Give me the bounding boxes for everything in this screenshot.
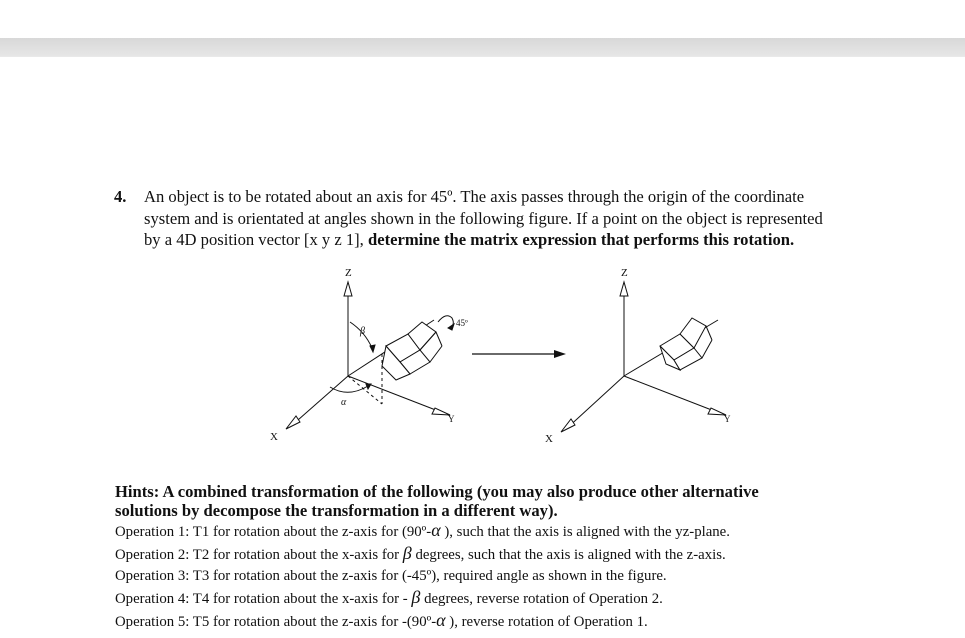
operation-5-greek: α: [436, 610, 446, 630]
left-x-arrow: [286, 416, 300, 429]
operation-4: [115, 587, 935, 610]
question-line-3-bold: determine the matrix expression that performs this rotation.: [367, 230, 795, 249]
operation-1-prefix: Operation 1: T1 for rotation about the z-axis for (90º-: [115, 524, 432, 540]
right-x-arrow: [561, 419, 575, 432]
left-y-axis: [348, 376, 446, 414]
hints-block: [115, 482, 935, 633]
left-y-label: Y: [448, 414, 455, 424]
alpha-label: α: [341, 397, 347, 408]
top-toolbar-strip: [0, 38, 965, 56]
left-z-label: Z: [345, 267, 352, 279]
right-object: [660, 318, 712, 370]
question-line-3: [144, 229, 794, 251]
question-line-1: An object is to be rotated about an axis for 45º. The axis passes through the origin of the coordinate: [144, 187, 805, 206]
right-x-label: X: [545, 433, 553, 445]
operation-4-greek: β: [411, 587, 421, 607]
rotation-45-arrow: [448, 324, 454, 330]
rotation-figure: [260, 262, 760, 452]
operation-1: [115, 520, 935, 543]
left-object: [382, 322, 442, 380]
beta-label: β: [360, 326, 365, 337]
projection-line-2: [348, 376, 382, 404]
operation-5-prefix: Operation 5: T5 for rotation about the z-axis for -(90º-: [115, 614, 437, 630]
right-y-axis: [624, 376, 722, 414]
operation-3-prefix: Operation 3: T3 for rotation about the z-axis for (-45º), required angle as shown in the figure.: [115, 568, 667, 584]
right-z-arrow: [620, 282, 628, 296]
question-line-2: system and is orientated at angles shown in the following figure. If a point on the object is represented: [144, 208, 823, 228]
left-x-label: X: [270, 431, 278, 443]
right-y-label: Y: [724, 414, 731, 424]
operation-4-suffix: degrees, reverse rotation of Operation 2.: [420, 591, 663, 607]
right-coordinate-system: [561, 282, 726, 432]
operation-1-suffix: ), such that the axis is aligned with the yz-plane.: [440, 524, 730, 540]
right-x-axis: [565, 376, 624, 430]
operation-2-greek: β: [402, 543, 412, 563]
operation-3: [115, 566, 935, 587]
question-line-3-text: by a 4D position vector [x y z 1],: [144, 230, 368, 249]
operation-2: [115, 543, 935, 566]
operation-1-greek: α: [431, 520, 441, 540]
left-z-arrow: [344, 282, 352, 296]
rotation-label: 45º: [456, 318, 468, 328]
transform-arrow: [472, 350, 566, 358]
operation-5-suffix: ), reverse rotation of Operation 1.: [445, 614, 648, 630]
right-z-label: Z: [621, 267, 628, 279]
beta-arc-arrow: [370, 345, 375, 352]
hints-title-line-2: solutions by decompose the transformation in a different way).: [115, 501, 558, 520]
question-number: 4.: [114, 187, 127, 206]
left-coordinate-system: [286, 282, 454, 429]
operation-4-prefix: Operation 4: T4 for rotation about the x-axis for -: [115, 591, 412, 607]
operation-5: [115, 610, 935, 633]
operation-2-prefix: Operation 2: T2 for rotation about the x-axis for: [115, 547, 403, 563]
alpha-arc-arrow: [366, 384, 371, 389]
toolbar-divider: [0, 56, 965, 57]
hints-title-line-1: Hints: A combined transformation of the following (you may also produce other alternative: [115, 482, 759, 501]
operation-2-suffix: degrees, such that the axis is aligned with the z-axis.: [411, 547, 726, 563]
